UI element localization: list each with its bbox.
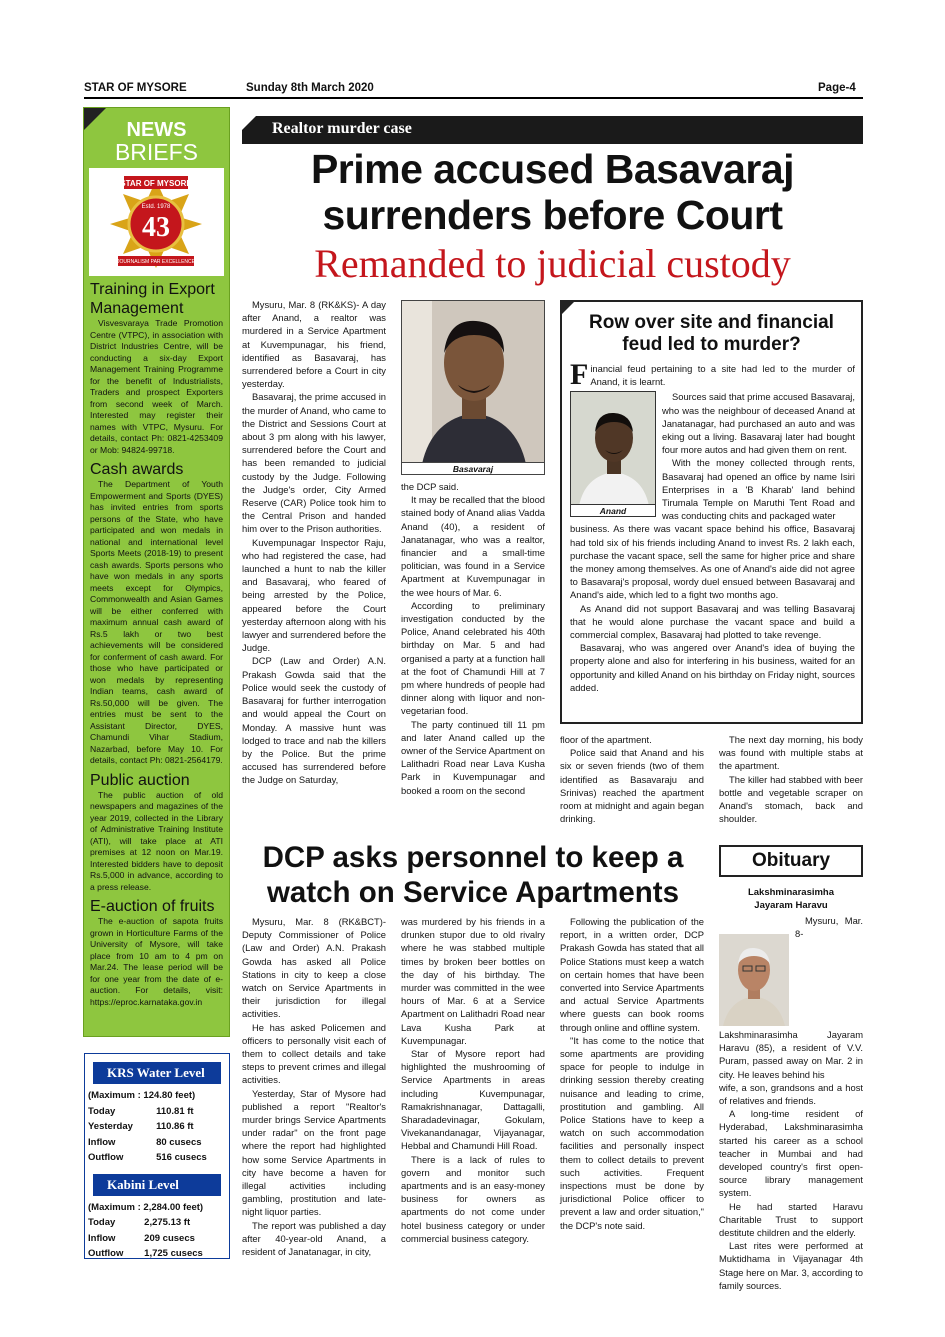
obituary-name-2: Jayaram Haravu: [754, 900, 828, 911]
kicker-bar: [242, 116, 863, 144]
water-level-box: [84, 1053, 230, 1259]
obituary-name: [719, 886, 863, 912]
kabini-title: Kabini Level: [93, 1174, 221, 1196]
paragraph: Following the publication of the report, in a written order, DCP Prakash Gowda has stated that all Police Stations must keep a watch on certain homes that have been converted into Service Apartments and actual Service Apartments where guests can book rooms through online and offline system.: [560, 916, 704, 1033]
paragraph: Mysuru, Mar. 8 (RK&BCT)- Deputy Commissioner of Police (Law and Order) A.N. Prakash Gowda has asked all Police Stations in city to keep a close watch on Service Apartments in their jurisdiction for illegal activities.: [242, 916, 386, 1020]
krs-label: Yesterday: [88, 1121, 133, 1132]
kabini-table: [85, 1200, 229, 1262]
main-column-1: [242, 298, 386, 787]
obituary-photo: [719, 934, 789, 1026]
paragraph: It may be recalled that the blood stained body of Anand alias Vadda Anand (40), a resident of Janatanagar, who was a realtor, financier and a small-time politician, was found in a Service Apartment at Kuvempunagar in the wee hours of Mar. 6.: [401, 494, 545, 598]
anniversary-logo: [89, 168, 224, 276]
kicker-corner: [242, 116, 256, 130]
kabini-value: 209 cusecs: [144, 1232, 195, 1244]
brief-item: [90, 280, 223, 456]
brief-text: Visvesvaraya Trade Promotion Centre (VTPC), in association with District Industries Centre, will be conducting a six-day Export Management Training Programme for the benefit of Industrialists, Traders and prospect Exporters from second week of March. Interested may register their names with VTPC, Mysuru. For details, contact Ph: 0821-4253409 or Mob: 94824-99718.: [90, 318, 223, 455]
paragraph: Basavaraj, the prime accused in the murder of Anand, who came to the District and Sessions Court at about 3 pm along with his lawyer, surrendered before the Court and has been remanded to judicial custody by the Judge. Following the Judge's order, City Armed Reserve (CAR) Police took him to the Central Prison and handed him over to the Prison authorities.: [242, 391, 386, 535]
headline-line-1: Prime accused Basavaraj: [310, 146, 795, 192]
kabini-value: 2,275.13 ft: [144, 1217, 191, 1228]
corner-mark: [84, 108, 106, 130]
brief-text: The e-auction of sapota fruits grown in Horticulture Farms of the University of Mysore, will take place from 10 am to 4 pm on Mar.24. The lease period will be for one year from the date of e-auction. For details, visit: https://eproc.karnataka.gov.in: [90, 916, 223, 1007]
krs-value: 110.86 ft: [156, 1121, 194, 1132]
sidebar-story-box: [560, 300, 863, 724]
logo-seal-icon: [94, 172, 219, 272]
briefs-title-2: BRIEFS: [114, 139, 199, 165]
paper-name: STAR OF MYSORE: [84, 82, 187, 94]
box-lead: inancial feud pertaining to a site had led to the murder of Anand, it is learnt.: [590, 363, 855, 388]
paragraph: With the money collected through rents, Basavaraj had opened an office by name Isiri Enterprises in a 'B Kharab' land behind Tirumala Temple on Maruthi Tent Road and was conducting chits and packaged water: [662, 457, 855, 522]
paragraph: Mysuru, Mar. 8- Lakshminarasimha Jayaram Haravu (85), a resident of V.V. Puram, passed away on Mar. 2 in city. He leaves behind his: [719, 915, 863, 1080]
paragraph: "It has come to the notice that some apartments are providing space for people to indulge in drinking session thereby creating nuisance and leading to crime, prostitution and gambling. All Police Stations have to keep a watch on such accommodation facilities and personally inspect them to collect details to prevent such activities. Frequent inspections must be done by jurisdictional Police officer to prevent a law and order situation," the DCP's note said.: [560, 1034, 704, 1231]
krs-max: (Maximum : 124.80 feet): [88, 1090, 196, 1101]
brief-title: Training in Export Management: [90, 281, 215, 317]
briefs-list: [84, 280, 229, 1008]
paragraph: According to preliminary investigation conducted by the Police, Anand celebrated his 40th birthday on Mar. 5 and had organised a party at a function hall at the foot of Chamundi Hill at 7 pm where hundreds of people had dinner along with liquor and non-vegetarian food.: [401, 599, 545, 717]
paragraph: Sources said that prime accused Basavaraj, who was the neighbour of deceased Anand at Janatanagar, had purchased an auto and was eking out a living. Basavaraj later had bought four more autos and had given them on rent.: [662, 391, 855, 456]
drop-cap: F: [570, 362, 589, 389]
krs-label: Today: [88, 1105, 116, 1117]
paragraph: He has asked Policemen and officers to personally visit each of them to collect details and take steps to prevent crimes and illegal activities.: [242, 1021, 386, 1086]
page-number: Page-4: [818, 82, 856, 94]
paragraph: was murdered by his friends in a drunken stupor due to old rivalry where he was stabbed multiple times by broken beer bottles on the day of his birthday. The murder was committed in the wee hours of Mar. 6 at a Service Apartment on Lalithadri Road near Lava Kusha Park at Kuvempunagar.: [401, 916, 545, 1046]
box-body: [562, 356, 861, 694]
brief-title: E-auction of fruits: [90, 898, 215, 915]
anand-photo: [570, 391, 656, 517]
paragraph: The next day morning, his body was found with multiple stabs at the apartment.: [719, 734, 863, 772]
paragraph: Police said that Anand and his six or seven friends (two of them identified as Basavaraju and Srinivas) reached the apartment room at midnight and again began drinking.: [560, 747, 704, 825]
krs-label: Inflow: [88, 1136, 116, 1148]
box-corner: [560, 300, 576, 316]
krs-value: 516 cusecs: [156, 1152, 207, 1163]
brief-text: The public auction of old newspapers and magazines of the year 2019, collected in the Library of Administrative Training Institute (ATI), will take place at ATI premises at 12 noon on Mar.19. Interested bidders have to deposit Rs.5,000 in advance, according to a press release.: [90, 789, 223, 892]
second-headline: [242, 840, 704, 910]
kabini-value: 1,725 cusecs: [144, 1248, 203, 1259]
kabini-label: Inflow: [88, 1232, 116, 1244]
krs-title: KRS Water Level: [93, 1062, 221, 1084]
paragraph: Star of Mysore report had highlighted the mushrooming of Service Apartments in areas including Kuvempunagar, Ramakrishnanagar, Dattagalli, Sharadadevinagar, Gokulam, Vivekanandanagar, Vijayanagar, Hebbal and Chamundi Hill Road.: [401, 1048, 545, 1152]
obituary-title: Obituary: [719, 845, 863, 877]
main-column-3: [560, 733, 704, 825]
logo-top-text: STAR OF MYSORE: [120, 179, 192, 188]
krs-value: 80 cusecs: [156, 1136, 202, 1148]
brief-item: [90, 460, 223, 767]
main-column-2: [401, 480, 545, 797]
paragraph: The killer had stabbed with beer bottle and vegetable scraper on Anand's stomach, back and shoulder.: [719, 773, 863, 825]
paragraph: wife, a son, grandsons and a host of relatives and friends.: [719, 1081, 863, 1107]
krs-label: Outflow: [88, 1152, 124, 1163]
subheadline: Remanded to judicial custody: [314, 241, 791, 286]
kabini-max: (Maximum : 2,284.00 feet): [88, 1201, 204, 1213]
paragraph: DCP (Law and Order) A.N. Prakash Gowda said that the Police would seek the custody of Basavaraj for further interrogation and would appeal the Court on Monday. A massive hunt was lodged to trace and nab the killers by the Police. But the prime accused has surrendered before the Judge on Saturday,: [242, 655, 386, 786]
paragraph: The party continued till 11 pm and later Anand called up the owner of the Service Apartment on Lalithadri Road near Lava Kusha Park in Kuvempunagar and booked a room on the second: [401, 718, 545, 796]
paragraph: floor of the apartment.: [560, 734, 652, 745]
kicker-text: Realtor murder case: [272, 120, 412, 137]
briefs-title-1: NEWS: [126, 119, 187, 141]
news-briefs: [83, 107, 230, 1037]
brief-item: [90, 897, 223, 1008]
paragraph: A long-time resident of Hyderabad, Lakshminarasimha started his career as a school teacher in Mumbai and had developed country's first open-source library management system.: [719, 1108, 863, 1199]
paragraph: the DCP said.: [401, 481, 459, 492]
second-headline-2: watch on Service Apartments: [266, 876, 680, 909]
logo-year-text: Estd. 1978: [141, 204, 171, 210]
box-title-2: feud led to murder?: [622, 334, 801, 355]
brief-item: [90, 771, 223, 894]
obituary-body: [719, 914, 863, 1292]
paragraph: Kuvempunagar Inspector Raju, who had registered the case, had launched a hunt to nab the killer and Basavaraj, who feared of being arrested by the Police, appeared before the Court yesterday afternoon along with his lawyer and surrendered before the Judge.: [242, 536, 386, 654]
krs-value: 110.81 ft: [156, 1105, 194, 1117]
box-title-1: Row over site and financial: [589, 312, 834, 333]
person-icon: [719, 934, 789, 1026]
headline-line-2: surrenders before Court: [322, 192, 783, 238]
brief-title: Public auction: [90, 771, 190, 789]
box-headline: [562, 312, 861, 356]
obituary-name-1: Lakshminarasimha: [747, 887, 835, 898]
paragraph: Basavaraj, who was angered over Anand's idea of buying the property alone and also for interfering in his business, waited for an opportunity and killed Anand on his birthday on Friday night, sources added.: [570, 642, 855, 693]
second-column-1: [242, 915, 386, 1258]
brief-title: Cash awards: [90, 461, 184, 478]
brief-text: The Department of Youth Empowerment and Sports (DYES) has invited entries from sports persons of the State, who have participated and won medals in national and international level Sports Meets (2018-19) to present cash awards. Sports persons who have won medals in any sports meets except for Olympics, Commonwealth and Asian Games will be either conferred with maximum annual cash award of Rs.5 lakh or two best achievements will be considered for conferment of cash award. For those who have participated or won medals by representing Indian teams, cash award of Rs.50,000 will be given. The entries must be sent to the Assistant Director, DYES, Chamundi Vihar Stadium, Nazarbad, before May 10. For details, contact Ph: 0821-2564179.: [90, 479, 223, 765]
second-column-2: [401, 915, 545, 1245]
person-icon: [402, 301, 545, 464]
paragraph: Mysuru, Mar. 8 (RK&KS)- A day after Anand, a realtor was murdered in a Service Apartment at Kuvempunagar, his friend, identified as Basavaraj, has surrendered before a Court in city yesterday.: [242, 299, 386, 390]
paragraph: As Anand did not support Basavaraj and was telling Basavaraj that he would alone purchase the vacant space and build a commercial complex, Basavaraj had plotted to take revenge.: [570, 602, 855, 641]
paragraph: He had started Haravu Charitable Trust to support destitute children and the elderly.: [719, 1200, 863, 1239]
paragraph: There is a lack of rules to govern and monitor such apartments and is an easy-money business for owners as apartments do not come under hotel business category or under commercial business category.: [401, 1153, 545, 1244]
paragraph: Last rites were performed at Muktidhama in Vijayanagar 4th Stage here on Mar. 3, according to family sources.: [719, 1240, 863, 1291]
second-headline-1: DCP asks personnel to keep a: [262, 841, 684, 874]
second-column-3: [560, 915, 704, 1232]
kabini-label: Outflow: [88, 1248, 124, 1259]
paragraph: The report was published a day after 40-year-old Anand, a resident of Janatanagar, in city,: [242, 1219, 386, 1258]
main-column-4: [719, 733, 863, 825]
paragraph: business. As there was vacant space behind his office, Basavaraj had told six of his friends including Anand to invest Rs. 2 lakh each, purchase the vacant space, sell the same for higher price and share the money among themselves. As one of Anand's aide did not agree to Basavaraj's proposal, wordy duel ensued between Basavaraj and Anand's aide, which led to a fight two months ago.: [570, 523, 855, 601]
header-rule: [84, 97, 863, 99]
photo-caption: Basavaraj: [402, 462, 544, 474]
logo-motto-text: JOURNALISM PAR EXCELLENCE: [117, 259, 195, 265]
basavaraj-photo: [401, 300, 545, 475]
photo-caption: Anand: [571, 504, 655, 516]
person-icon: [571, 392, 656, 506]
issue-date: Sunday 8th March 2020: [246, 82, 374, 94]
logo-number-text: 43: [142, 212, 170, 243]
krs-table: [85, 1088, 229, 1166]
kabini-label: Today: [88, 1217, 116, 1228]
main-headline: [242, 146, 863, 238]
paragraph: Yesterday, Star of Mysore had published a report "Realtor's murder brings Service Apartments under radar" on the front page where the report had highlighted how some Service Apartments in city have become a haven for illegal activities including gambling, prostitution and late-night liquor parties.: [242, 1087, 386, 1218]
